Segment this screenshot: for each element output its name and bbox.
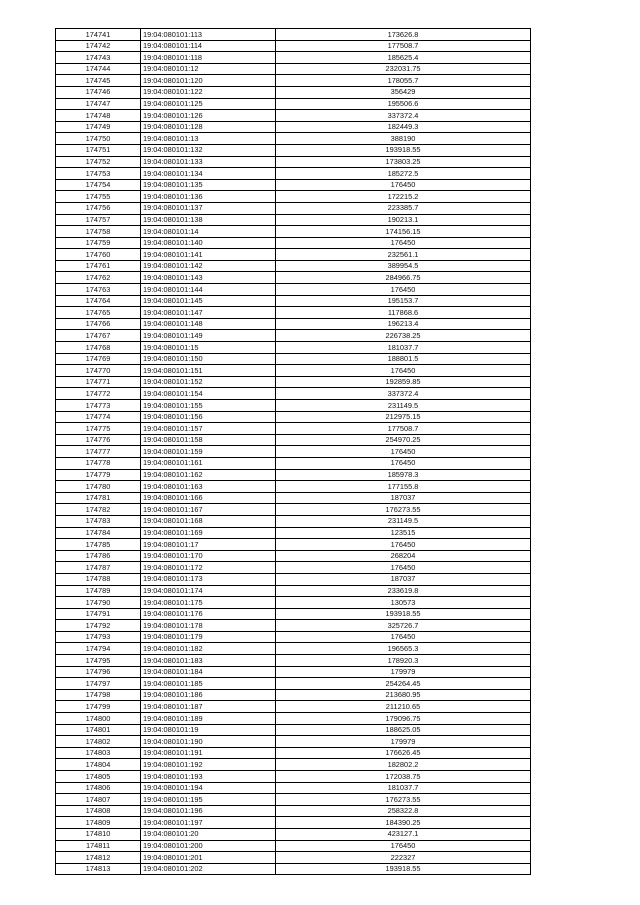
table-row: [56, 457, 531, 469]
cadastral-number-cell: 19:04:080101:152: [141, 376, 276, 388]
row-number-cell: 174800: [56, 713, 141, 725]
value-cell: 284966.75: [276, 272, 531, 284]
row-number-cell: 174742: [56, 40, 141, 52]
cadastral-number-cell: 19:04:080101:141: [141, 249, 276, 261]
table-row: [56, 608, 531, 620]
value-cell: 423127.1: [276, 828, 531, 840]
row-number-cell: 174794: [56, 643, 141, 655]
value-cell: 193918.55: [276, 608, 531, 620]
cadastral-number-cell: 19:04:080101:135: [141, 179, 276, 191]
table-row: [56, 840, 531, 852]
table-row: [56, 655, 531, 667]
cadastral-number-cell: 19:04:080101:158: [141, 434, 276, 446]
value-cell: 188801.5: [276, 353, 531, 365]
cadastral-number-cell: 19:04:080101:190: [141, 736, 276, 748]
cadastral-number-cell: 19:04:080101:173: [141, 573, 276, 585]
row-number-cell: 174776: [56, 434, 141, 446]
row-number-cell: 174753: [56, 168, 141, 180]
cadastral-number-cell: 19:04:080101:118: [141, 52, 276, 64]
value-cell: 176626.45: [276, 747, 531, 759]
cadastral-number-cell: 19:04:080101:195: [141, 794, 276, 806]
value-cell: 176450: [276, 365, 531, 377]
table-row: [56, 759, 531, 771]
row-number-cell: 174808: [56, 805, 141, 817]
row-number-cell: 174806: [56, 782, 141, 794]
value-cell: 212975.15: [276, 411, 531, 423]
row-number-cell: 174771: [56, 376, 141, 388]
cadastral-number-cell: 19:04:080101:145: [141, 295, 276, 307]
table-row: [56, 736, 531, 748]
value-cell: 232031.75: [276, 63, 531, 75]
value-cell: 176450: [276, 539, 531, 551]
table-row: [56, 411, 531, 423]
table-row: [56, 318, 531, 330]
table-row: [56, 400, 531, 412]
cadastral-number-cell: 19:04:080101:162: [141, 469, 276, 481]
value-cell: 226738.25: [276, 330, 531, 342]
value-cell: 173803.25: [276, 156, 531, 168]
table-row: [56, 98, 531, 110]
cadastral-number-cell: 19:04:080101:196: [141, 805, 276, 817]
row-number-cell: 174804: [56, 759, 141, 771]
value-cell: 176450: [276, 631, 531, 643]
value-cell: 193918.55: [276, 144, 531, 156]
value-cell: 231149.5: [276, 400, 531, 412]
row-number-cell: 174761: [56, 260, 141, 272]
table-row: [56, 179, 531, 191]
cadastral-number-cell: 19:04:080101:161: [141, 457, 276, 469]
value-cell: 195153.7: [276, 295, 531, 307]
table-row: [56, 713, 531, 725]
row-number-cell: 174789: [56, 585, 141, 597]
cadastral-number-cell: 19:04:080101:159: [141, 446, 276, 458]
value-cell: 185978.3: [276, 469, 531, 481]
value-cell: 130573: [276, 597, 531, 609]
cadastral-number-cell: 19:04:080101:185: [141, 678, 276, 690]
value-cell: 176450: [276, 562, 531, 574]
row-number-cell: 174760: [56, 249, 141, 261]
value-cell: 179096.75: [276, 713, 531, 725]
row-number-cell: 174788: [56, 573, 141, 585]
cadastral-number-cell: 19:04:080101:174: [141, 585, 276, 597]
data-table: [55, 28, 531, 875]
cadastral-number-cell: 19:04:080101:147: [141, 307, 276, 319]
value-cell: 190213.1: [276, 214, 531, 226]
cadastral-number-cell: 19:04:080101:175: [141, 597, 276, 609]
row-number-cell: 174767: [56, 330, 141, 342]
value-cell: 177508.7: [276, 40, 531, 52]
row-number-cell: 174773: [56, 400, 141, 412]
row-number-cell: 174741: [56, 29, 141, 41]
table-row: [56, 631, 531, 643]
cadastral-number-cell: 19:04:080101:20: [141, 828, 276, 840]
row-number-cell: 174765: [56, 307, 141, 319]
table-row: [56, 481, 531, 493]
table-row: [56, 226, 531, 238]
value-cell: 231149.5: [276, 515, 531, 527]
table-row: [56, 156, 531, 168]
value-cell: 185272.5: [276, 168, 531, 180]
value-cell: 233619.8: [276, 585, 531, 597]
row-number-cell: 174809: [56, 817, 141, 829]
table-row: [56, 643, 531, 655]
value-cell: 176450: [276, 457, 531, 469]
table-row: [56, 191, 531, 203]
table-row: [56, 469, 531, 481]
cadastral-number-cell: 19:04:080101:149: [141, 330, 276, 342]
value-cell: 196213.4: [276, 318, 531, 330]
cadastral-number-cell: 19:04:080101:114: [141, 40, 276, 52]
cadastral-number-cell: 19:04:080101:12: [141, 63, 276, 75]
cadastral-number-cell: 19:04:080101:200: [141, 840, 276, 852]
value-cell: 325726.7: [276, 620, 531, 632]
row-number-cell: 174752: [56, 156, 141, 168]
value-cell: 176273.55: [276, 504, 531, 516]
table-row: [56, 434, 531, 446]
row-number-cell: 174813: [56, 863, 141, 875]
value-cell: 388190: [276, 133, 531, 145]
cadastral-number-cell: 19:04:080101:136: [141, 191, 276, 203]
cadastral-number-cell: 19:04:080101:138: [141, 214, 276, 226]
value-cell: 176450: [276, 840, 531, 852]
value-cell: 196565.3: [276, 643, 531, 655]
table-row: [56, 527, 531, 539]
table-row: [56, 446, 531, 458]
value-cell: 176450: [276, 446, 531, 458]
row-number-cell: 174779: [56, 469, 141, 481]
value-cell: 181037.7: [276, 782, 531, 794]
table-row: [56, 852, 531, 864]
table-row: [56, 110, 531, 122]
value-cell: 178055.7: [276, 75, 531, 87]
table-row: [56, 828, 531, 840]
table-row: [56, 63, 531, 75]
row-number-cell: 174777: [56, 446, 141, 458]
table-row: [56, 52, 531, 64]
row-number-cell: 174762: [56, 272, 141, 284]
table-row: [56, 284, 531, 296]
value-cell: 195506.6: [276, 98, 531, 110]
row-number-cell: 174750: [56, 133, 141, 145]
value-cell: 192859.85: [276, 376, 531, 388]
value-cell: 389954.5: [276, 260, 531, 272]
value-cell: 187037: [276, 573, 531, 585]
table-row: [56, 365, 531, 377]
row-number-cell: 174791: [56, 608, 141, 620]
value-cell: 177508.7: [276, 423, 531, 435]
row-number-cell: 174744: [56, 63, 141, 75]
table-row: [56, 388, 531, 400]
row-number-cell: 174766: [56, 318, 141, 330]
value-cell: 232561.1: [276, 249, 531, 261]
row-number-cell: 174802: [56, 736, 141, 748]
value-cell: 176450: [276, 179, 531, 191]
value-cell: 254970.25: [276, 434, 531, 446]
cadastral-number-cell: 19:04:080101:193: [141, 771, 276, 783]
row-number-cell: 174754: [56, 179, 141, 191]
cadastral-number-cell: 19:04:080101:113: [141, 29, 276, 41]
cadastral-number-cell: 19:04:080101:144: [141, 284, 276, 296]
table-row: [56, 237, 531, 249]
row-number-cell: 174795: [56, 655, 141, 667]
cadastral-number-cell: 19:04:080101:15: [141, 342, 276, 354]
value-cell: 337372.4: [276, 110, 531, 122]
row-number-cell: 174757: [56, 214, 141, 226]
row-number-cell: 174749: [56, 121, 141, 133]
value-cell: 268204: [276, 550, 531, 562]
value-cell: 182449.3: [276, 121, 531, 133]
row-number-cell: 174769: [56, 353, 141, 365]
table-row: [56, 133, 531, 145]
row-number-cell: 174782: [56, 504, 141, 516]
table-row: [56, 782, 531, 794]
value-cell: 223385.7: [276, 202, 531, 214]
table-row: [56, 747, 531, 759]
row-number-cell: 174763: [56, 284, 141, 296]
table-row: [56, 249, 531, 261]
cadastral-number-cell: 19:04:080101:17: [141, 539, 276, 551]
row-number-cell: 174774: [56, 411, 141, 423]
row-number-cell: 174756: [56, 202, 141, 214]
row-number-cell: 174778: [56, 457, 141, 469]
table-row: [56, 86, 531, 98]
value-cell: 193918.55: [276, 863, 531, 875]
row-number-cell: 174770: [56, 365, 141, 377]
row-number-cell: 174746: [56, 86, 141, 98]
table-row: [56, 504, 531, 516]
table-row: [56, 701, 531, 713]
value-cell: 174156.15: [276, 226, 531, 238]
cadastral-number-cell: 19:04:080101:19: [141, 724, 276, 736]
table-row: [56, 168, 531, 180]
value-cell: 176273.55: [276, 794, 531, 806]
row-number-cell: 174755: [56, 191, 141, 203]
cadastral-number-cell: 19:04:080101:125: [141, 98, 276, 110]
table-row: [56, 330, 531, 342]
cadastral-number-cell: 19:04:080101:182: [141, 643, 276, 655]
table-row: [56, 794, 531, 806]
value-cell: 173626.8: [276, 29, 531, 41]
row-number-cell: 174772: [56, 388, 141, 400]
cadastral-number-cell: 19:04:080101:197: [141, 817, 276, 829]
cadastral-number-cell: 19:04:080101:120: [141, 75, 276, 87]
table-row: [56, 214, 531, 226]
table-row: [56, 353, 531, 365]
table-row: [56, 562, 531, 574]
row-number-cell: 174751: [56, 144, 141, 156]
cadastral-number-cell: 19:04:080101:183: [141, 655, 276, 667]
row-number-cell: 174759: [56, 237, 141, 249]
table-row: [56, 423, 531, 435]
table-row: [56, 492, 531, 504]
table-row: [56, 295, 531, 307]
row-number-cell: 174748: [56, 110, 141, 122]
row-number-cell: 174781: [56, 492, 141, 504]
row-number-cell: 174775: [56, 423, 141, 435]
row-number-cell: 174783: [56, 515, 141, 527]
table-body: [56, 29, 531, 875]
row-number-cell: 174792: [56, 620, 141, 632]
cadastral-number-cell: 19:04:080101:156: [141, 411, 276, 423]
cadastral-number-cell: 19:04:080101:192: [141, 759, 276, 771]
table-row: [56, 272, 531, 284]
cadastral-number-cell: 19:04:080101:154: [141, 388, 276, 400]
table-row: [56, 307, 531, 319]
table-row: [56, 29, 531, 41]
cadastral-number-cell: 19:04:080101:134: [141, 168, 276, 180]
value-cell: 187037: [276, 492, 531, 504]
cadastral-number-cell: 19:04:080101:202: [141, 863, 276, 875]
cadastral-number-cell: 19:04:080101:189: [141, 713, 276, 725]
cadastral-number-cell: 19:04:080101:143: [141, 272, 276, 284]
value-cell: 123515: [276, 527, 531, 539]
cadastral-number-cell: 19:04:080101:167: [141, 504, 276, 516]
table-row: [56, 539, 531, 551]
cadastral-number-cell: 19:04:080101:172: [141, 562, 276, 574]
value-cell: 117868.6: [276, 307, 531, 319]
cadastral-number-cell: 19:04:080101:194: [141, 782, 276, 794]
table-row: [56, 144, 531, 156]
table-row: [56, 573, 531, 585]
cadastral-number-cell: 19:04:080101:122: [141, 86, 276, 98]
cadastral-number-cell: 19:04:080101:132: [141, 144, 276, 156]
table-row: [56, 342, 531, 354]
value-cell: 213680.95: [276, 689, 531, 701]
table-row: [56, 597, 531, 609]
value-cell: 176450: [276, 284, 531, 296]
row-number-cell: 174812: [56, 852, 141, 864]
row-number-cell: 174799: [56, 701, 141, 713]
table-row: [56, 863, 531, 875]
row-number-cell: 174768: [56, 342, 141, 354]
table-row: [56, 515, 531, 527]
row-number-cell: 174786: [56, 550, 141, 562]
value-cell: 254264.45: [276, 678, 531, 690]
table-row: [56, 678, 531, 690]
cadastral-number-cell: 19:04:080101:179: [141, 631, 276, 643]
value-cell: 184390.25: [276, 817, 531, 829]
value-cell: 178920.3: [276, 655, 531, 667]
row-number-cell: 174758: [56, 226, 141, 238]
cadastral-number-cell: 19:04:080101:157: [141, 423, 276, 435]
value-cell: 179979: [276, 666, 531, 678]
value-cell: 179979: [276, 736, 531, 748]
cadastral-number-cell: 19:04:080101:14: [141, 226, 276, 238]
cadastral-number-cell: 19:04:080101:148: [141, 318, 276, 330]
cadastral-number-cell: 19:04:080101:163: [141, 481, 276, 493]
row-number-cell: 174743: [56, 52, 141, 64]
cadastral-number-cell: 19:04:080101:142: [141, 260, 276, 272]
value-cell: 181037.7: [276, 342, 531, 354]
cadastral-number-cell: 19:04:080101:170: [141, 550, 276, 562]
row-number-cell: 174784: [56, 527, 141, 539]
cadastral-number-cell: 19:04:080101:184: [141, 666, 276, 678]
row-number-cell: 174801: [56, 724, 141, 736]
value-cell: 172215.2: [276, 191, 531, 203]
cadastral-number-cell: 19:04:080101:169: [141, 527, 276, 539]
cadastral-number-cell: 19:04:080101:178: [141, 620, 276, 632]
table-row: [56, 689, 531, 701]
value-cell: 211210.65: [276, 701, 531, 713]
row-number-cell: 174798: [56, 689, 141, 701]
cadastral-number-cell: 19:04:080101:176: [141, 608, 276, 620]
cadastral-number-cell: 19:04:080101:155: [141, 400, 276, 412]
row-number-cell: 174787: [56, 562, 141, 574]
table-row: [56, 724, 531, 736]
row-number-cell: 174745: [56, 75, 141, 87]
value-cell: 337372.4: [276, 388, 531, 400]
row-number-cell: 174780: [56, 481, 141, 493]
cadastral-number-cell: 19:04:080101:187: [141, 701, 276, 713]
table-row: [56, 805, 531, 817]
value-cell: 177155.8: [276, 481, 531, 493]
cadastral-number-cell: 19:04:080101:151: [141, 365, 276, 377]
row-number-cell: 174811: [56, 840, 141, 852]
cadastral-number-cell: 19:04:080101:166: [141, 492, 276, 504]
table-row: [56, 40, 531, 52]
table-row: [56, 550, 531, 562]
cadastral-number-cell: 19:04:080101:126: [141, 110, 276, 122]
value-cell: 176450: [276, 237, 531, 249]
table-row: [56, 585, 531, 597]
cadastral-number-cell: 19:04:080101:13: [141, 133, 276, 145]
cadastral-number-cell: 19:04:080101:191: [141, 747, 276, 759]
table-row: [56, 817, 531, 829]
row-number-cell: 174805: [56, 771, 141, 783]
row-number-cell: 174807: [56, 794, 141, 806]
cadastral-number-cell: 19:04:080101:201: [141, 852, 276, 864]
table-row: [56, 376, 531, 388]
table-row: [56, 121, 531, 133]
row-number-cell: 174747: [56, 98, 141, 110]
value-cell: 172038.75: [276, 771, 531, 783]
cadastral-number-cell: 19:04:080101:168: [141, 515, 276, 527]
row-number-cell: 174785: [56, 539, 141, 551]
cadastral-number-cell: 19:04:080101:186: [141, 689, 276, 701]
value-cell: 356429: [276, 86, 531, 98]
row-number-cell: 174764: [56, 295, 141, 307]
table-row: [56, 666, 531, 678]
table-row: [56, 202, 531, 214]
cadastral-number-cell: 19:04:080101:150: [141, 353, 276, 365]
table-row: [56, 771, 531, 783]
value-cell: 185625.4: [276, 52, 531, 64]
value-cell: 222327: [276, 852, 531, 864]
table-row: [56, 75, 531, 87]
cadastral-number-cell: 19:04:080101:137: [141, 202, 276, 214]
cadastral-number-cell: 19:04:080101:133: [141, 156, 276, 168]
cadastral-number-cell: 19:04:080101:140: [141, 237, 276, 249]
row-number-cell: 174797: [56, 678, 141, 690]
row-number-cell: 174793: [56, 631, 141, 643]
table-row: [56, 620, 531, 632]
cadastral-number-cell: 19:04:080101:128: [141, 121, 276, 133]
table-row: [56, 260, 531, 272]
row-number-cell: 174796: [56, 666, 141, 678]
row-number-cell: 174810: [56, 828, 141, 840]
value-cell: 182802.2: [276, 759, 531, 771]
row-number-cell: 174803: [56, 747, 141, 759]
row-number-cell: 174790: [56, 597, 141, 609]
value-cell: 188625.05: [276, 724, 531, 736]
value-cell: 258322.8: [276, 805, 531, 817]
